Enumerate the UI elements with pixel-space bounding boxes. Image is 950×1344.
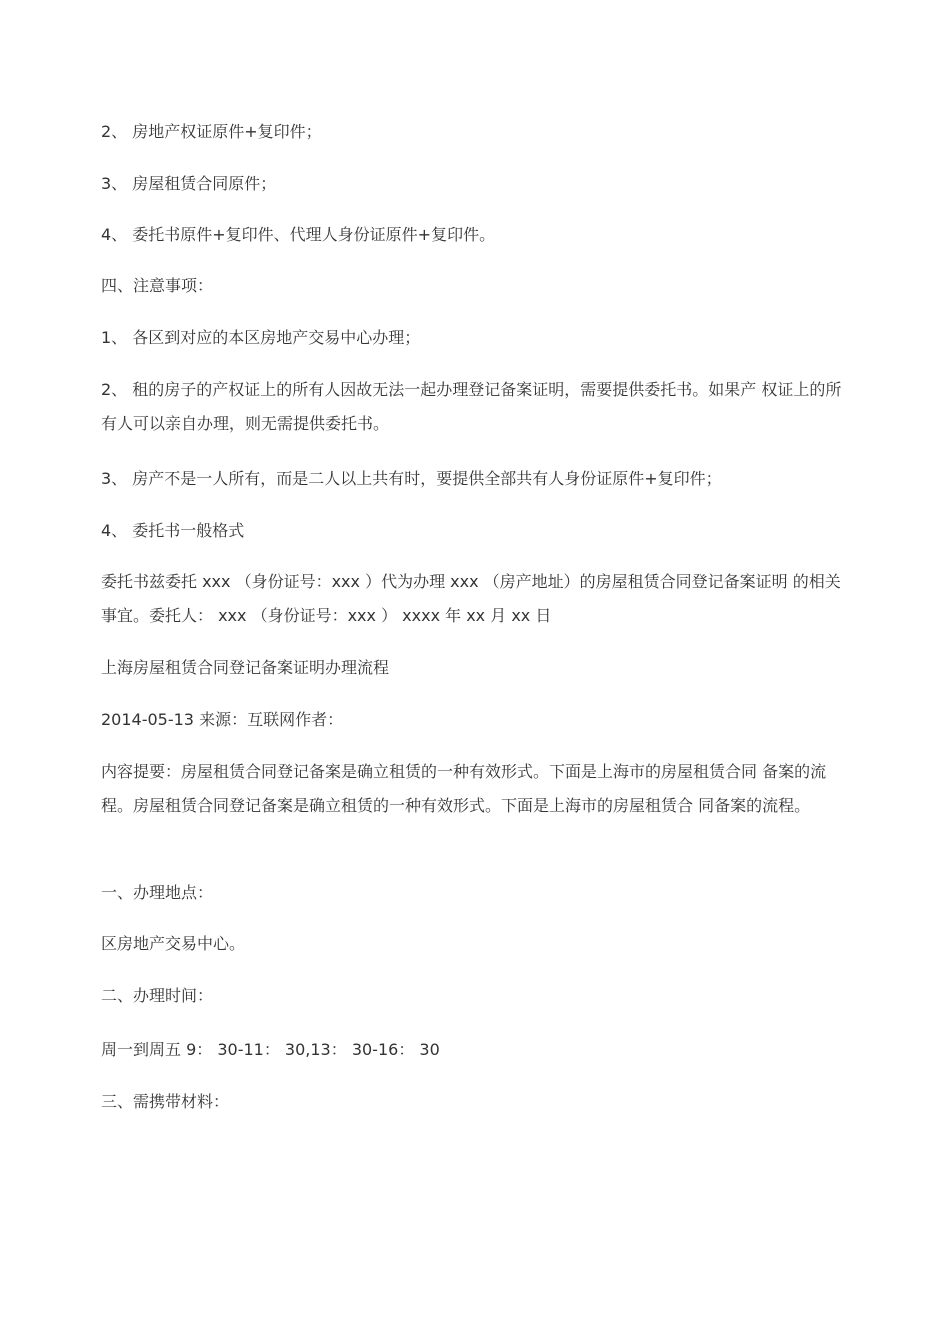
location-text: 区房地产交易中心。	[101, 934, 246, 953]
office-hours: 周一到周五 9： 30-11： 30,13： 30-16： 30	[101, 1040, 440, 1059]
article-meta: 2014-05-13 来源：互联网作者：	[101, 710, 344, 729]
item-2-property-certificate: 2、 房地产权证原件+复印件；	[101, 122, 322, 141]
note-2: 2、 租的房子的产权证上的所有人因故无法一起办理登记备案证明，需要提供委托书。如果产 权证上的所有人可以亲自办理，则无需提供委托书。	[101, 380, 842, 433]
article-summary: 内容提要：房屋租赁合同登记备案是确立租赁的一种有效形式。下面是上海市的房屋租赁合同 备案的流程。房屋租赁合同登记备案是确立租赁的一种有效形式。下面是上海市的房屋租赁合 同备案的流程。	[101, 762, 827, 815]
note-4: 4、 委托书一般格式	[101, 521, 245, 540]
section-1-heading: 一、办理地点：	[101, 883, 214, 902]
section-4-heading: 四、注意事项：	[101, 276, 214, 295]
item-4-power-of-attorney: 4、 委托书原件+复印件、代理人身份证原件+复印件。	[101, 225, 496, 244]
item-3-lease-contract: 3、 房屋租赁合同原件；	[101, 174, 277, 193]
note-3: 3、 房产不是一人所有，而是二人以上共有时，要提供全部共有人身份证原件+复印件；	[101, 469, 722, 488]
note-1: 1、 各区到对应的本区房地产交易中心办理；	[101, 328, 421, 347]
article-title: 上海房屋租赁合同登记备案证明办理流程	[101, 658, 390, 677]
attorney-template: 委托书兹委托 xxx （身份证号：xxx ）代为办理 xxx （房产地址）的房屋租赁合同登记备案证明 的相关事宜。委托人： xxx （身份证号：xxx ） xxxx 年 xx 月 xx 日	[101, 572, 841, 625]
section-3-heading: 三、需携带材料：	[101, 1092, 230, 1111]
section-2-heading: 二、办理时间：	[101, 986, 214, 1005]
